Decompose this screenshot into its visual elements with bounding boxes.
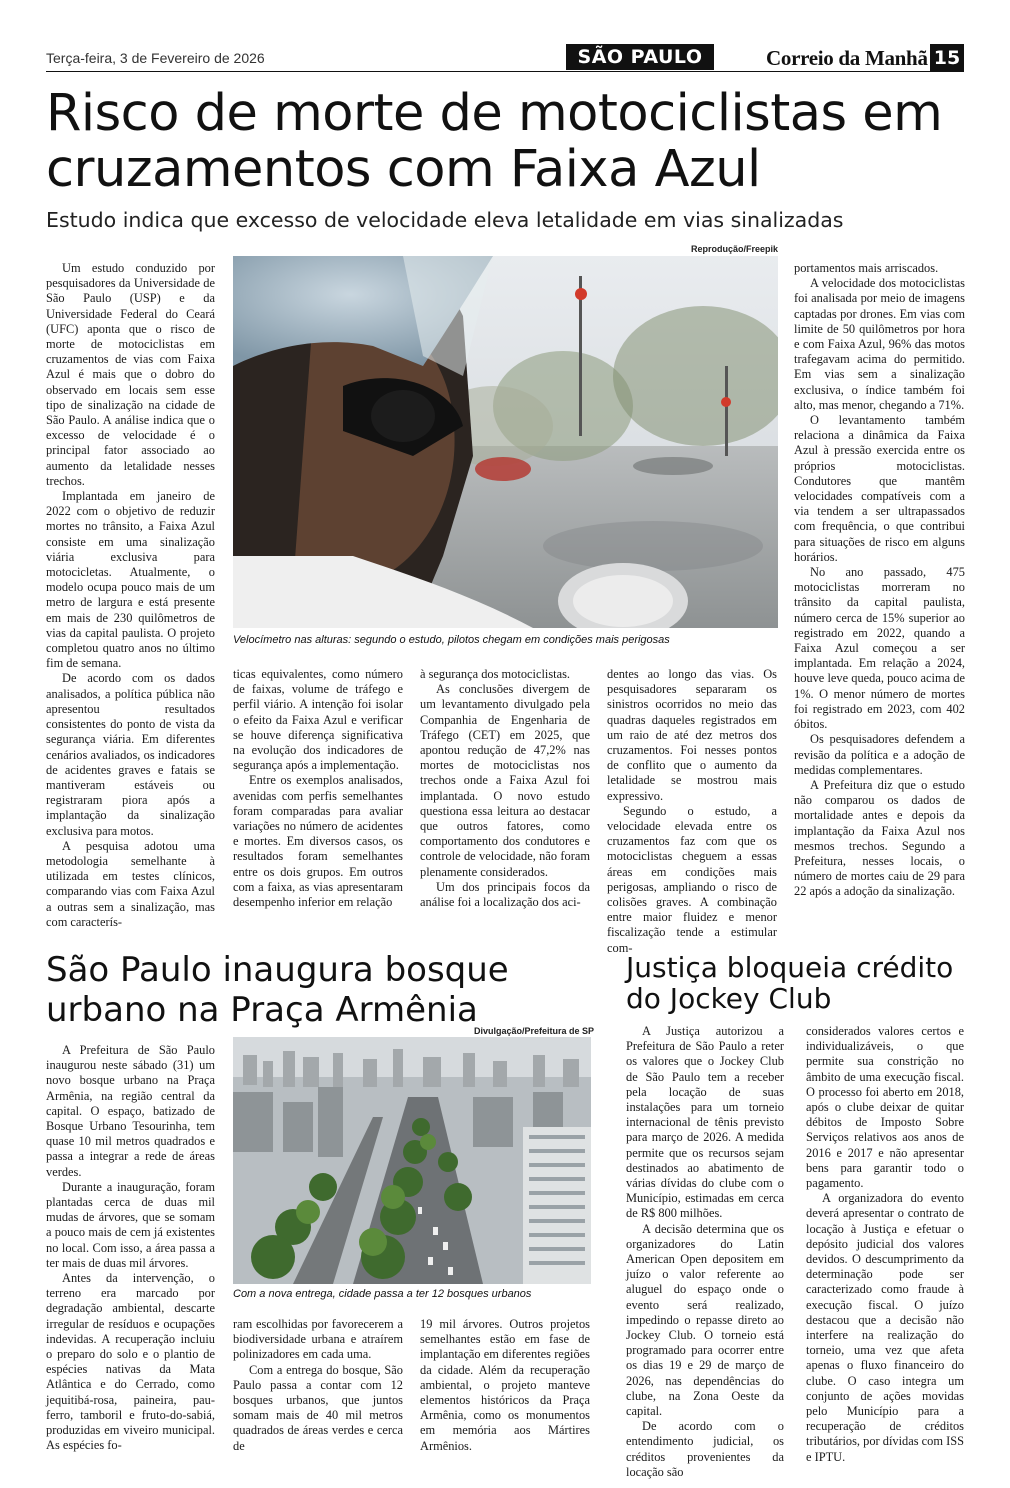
paragraph: A pesquisa adotou uma metodologia semelhante à utilizada em testes clínicos, comparando vias com Faixa Azul a outras sem a sinalização, mas com caracterís- (46, 838, 215, 929)
paragraph: No ano passado, 475 motociclistas morreram no trânsito da capital paulista, número cerca de 15% superior ao registrado em 2022, quando a Faixa Azul começou a ser implantada. Em relação a 2024, houve leve queda, pouco acima de 1%. O menor número de mortes foi registrado em 2023, com 402 óbitos. (794, 565, 965, 732)
main-deck: Estudo indica que excesso de velocidade eleva letalidade em vias sinalizadas (46, 208, 844, 232)
page-date: Terça-feira, 3 de Fevereiro de 2026 (46, 50, 265, 66)
bosque-headline: São Paulo inaugura bosque urbano na Praça Armênia (46, 950, 509, 1030)
main-photo-credit: Reprodução/Freepik (690, 244, 778, 254)
bosque-column-2 (233, 1317, 403, 1454)
paragraph: De acordo com os dados analisados, a política pública não apresentou resultados consistentes do ponto de vista da segurança viária. Em diferentes cenários avaliados, os indicadores de acidentes graves e fatais se mantiveram estáveis ou registraram piora após a implantação da sinalização exclusiva para motos. (46, 671, 215, 838)
paragraph: A organizadora do evento deverá apresentar o contrato de locação à Justiça e efetuar o depósito judicial dos valores devidos. O descumprimento da determinação pode ser caracterizado como fraude à execução fiscal. O juízo destacou que a decisão não interfere na realização do torneio, uma vez que afeta apenas o fluxo financeiro do clube. O caso integra um conjunto de ações movidas pelo Município para a recuperação de créditos tributários, por dívidas com ISS e IPTU. (806, 1191, 964, 1464)
paragraph: A decisão determina que os organizadores do Latin American Open depositem em juízo o valor referente ao aluguel do espaço onde o evento será realizado, impedindo o repasse direto ao Jockey Club. O torneio está programado para ocorrer entre os dias 19 e 29 de março de 2026, nas dependências do clube, na Zona Oeste da capital. (626, 1221, 784, 1419)
header-rule (46, 71, 964, 72)
bosque-photo-credit: Divulgação/Prefeitura de SP (473, 1026, 594, 1036)
main-column-1 (46, 261, 215, 930)
paragraph: Com a entrega do bosque, São Paulo passa a contar com 12 bosques urbanos, que juntos somam mais de 40 mil metros quadrados de áreas verdes e cerca de (233, 1362, 403, 1453)
paragraph: A Justiça autorizou a Prefeitura de São Paulo a reter os valores que o Jockey Club de São Paulo tem a receber pela locação de suas instalações para um torneio internacional de tênis previsto para março de 2026. A medida permite que os recursos sejam destinados ao abatimento de várias dívidas do clube com o Município, estimadas em cerca de R$ 800 milhões. (626, 1024, 784, 1221)
paragraph: à segurança dos motociclistas. (420, 667, 571, 681)
jockey-column-1 (626, 1024, 784, 1480)
paragraph: Um estudo conduzido por pesquisadores da Universidade de São Paulo (USP) e da Universidade Federal do Ceará (UFC) aponta que o risco de morte de motociclistas em cruzamentos de vias com Faixa Azul é mais que o dobro do observado em locais sem esse tipo de sinalização na cidade de São Paulo. A análise indica que o excesso de velocidade é o principal fator associado ao aumento da letalidade nesses trechos. (46, 261, 215, 488)
jockey-column-2 (806, 1024, 964, 1465)
bosque-photo-caption: Com a nova entrega, cidade passa a ter 12 bosques urbanos (233, 1288, 532, 1300)
paragraph: Durante a inauguração, foram plantadas cerca de duas mil mudas de árvores, que se somam a pouco mais de cem já existentes no local. Com isso, a área passa a ter mais de duas mil árvores. (46, 1179, 215, 1270)
paragraph: ticas equivalentes, como número de faixas, volume de tráfego e perfil viário. A intenção foi isolar o efeito da Faixa Azul e verificar se houve diferença significativa na evolução dos indicadores de segurança após a implementação. (233, 667, 403, 773)
paragraph: Segundo o estudo, a velocidade elevada entre os cruzamentos faz com que os motociclistas cheguem a essas áreas em condições mais perigosas, ampliando o risco de colisões graves. A combinação entre maior fluidez e menor fiscalização tende a estimular com- (607, 803, 777, 955)
paragraph: A velocidade dos motociclistas foi analisada por meio de imagens captadas por drones. Em vias com limite de 50 quilômetros por hora e com Faixa Azul, 96% das motos trafegavam acima do permitido. Em vias sem a sinalização exclusiva, o índice também foi alto, mas menor, chegando a 71%. (794, 276, 965, 412)
paragraph: O levantamento também relaciona a dinâmica da Faixa Azul à pressão exercida entre os próprios motociclistas. Condutores que mantêm velocidades compatíveis com a via tendem a ser ultrapassados com frequência, o que contribui para situações de risco em alguns horários. (794, 413, 965, 564)
page-number: 15 (930, 44, 964, 72)
paragraph: A Prefeitura diz que o estudo não comparou os dados de mortalidade antes e depois da implantação da Faixa Azul nos mesmos trechos. Segundo a Prefeitura, nesses locais, o número de mortes caiu de 29 para 22 após a adoção da sinalização. (794, 777, 965, 899)
bosque-column-1 (46, 1043, 215, 1453)
newspaper-logo: Correio da Manhã (766, 46, 928, 70)
main-column-3 (420, 667, 590, 910)
paragraph: dentes ao longo das vias. Os pesquisadores separaram os sinistros ocorridos no meio das quadras daqueles registrados em um raio de até dez metros dos cruzamentos. Foi nesses pontos de conflito que o aumento da letalidade se mostrou mais expressivo. (607, 667, 777, 803)
jockey-headline: Justiça bloqueia crédito do Jockey Club (626, 951, 954, 1015)
main-column-2 (233, 667, 403, 910)
paragraph: Os pesquisadores defendem a revisão da política e a adoção de medidas complementares. (794, 732, 965, 777)
paragraph: ram escolhidas por favorecerem a biodiversidade urbana e atraírem polinizadores em cada uma. (233, 1317, 403, 1362)
aerial-city-photo-illustration (233, 1037, 591, 1284)
motorcyclist-photo-illustration (233, 256, 778, 628)
paragraph: Implantada em janeiro de 2022 com o objetivo de reduzir mortes no trânsito, a Faixa Azul consiste em uma sinalização viária exclusiva para motocicletas. Atualmente, o modelo ocupa pouco mais de um metro de largura e está presente em mais de 230 quilômetros de vias da capital paulista. O projeto completou quatro anos no último fim de semana. (46, 489, 215, 671)
main-column-4 (607, 667, 777, 956)
bosque-photo (233, 1037, 591, 1284)
main-photo-caption: Velocímetro nas alturas: segundo o estudo, pilotos chegam em condições mais perigosas (233, 634, 670, 646)
main-column-5 (794, 261, 965, 900)
paragraph: Antes da intervenção, o terreno era marcado por degradação ambiental, descarte irregular de resíduos e ocupações indevidas. A recuperação incluiu o preparo do solo e o plantio de espécies nativas da Mata Atlântica e do Cerrado, como jequitibá-rosa, paineira, pau-ferro, tamboril e fruto-do-sabiá, produzidas em viveiro municipal. As espécies fo- (46, 1271, 215, 1453)
section-tag: SÃO PAULO (566, 44, 714, 70)
paragraph: Um dos principais focos da análise foi a localização dos aci- (420, 879, 590, 910)
paragraph: portamentos mais arriscados. (794, 261, 939, 275)
paragraph: De acordo com o entendimento judicial, os créditos provenientes da locação são (626, 1419, 784, 1479)
main-photo (233, 256, 778, 628)
main-headline: Risco de morte de motociclistas em cruzamentos com Faixa Azul (46, 84, 943, 199)
paragraph: considerados valores certos e individualizáveis, o que permite sua constrição no âmbito de uma execução fiscal. O processo foi aberto em 2018, após o clube deixar de quitar débitos de Imposto Sobre Serviços relativos aos anos de 2016 e 2017 e não apresentar bens para garantir todo o pagamento. (806, 1024, 964, 1191)
paragraph: Entre os exemplos analisados, avenidas com perfis semelhantes foram comparadas para avaliar variações no número de acidentes e mortes. Em diversos casos, os resultados foram semelhantes entre os dois grupos. Em outros com a faixa, as vias apresentaram desempenho inferior em relação (233, 773, 403, 910)
paragraph: 19 mil árvores. Outros projetos semelhantes estão em fase de implantação em diferentes regiões da cidade. Além da recuperação ambiental, o projeto manteve elementos históricos da Praça Armênia, como os monumentos em memória aos Mártires Armênios. (420, 1317, 590, 1453)
paragraph: As conclusões divergem de um levantamento divulgado pela Companhia de Engenharia de Tráfego (CET) em 2025, que apontou redução de 47,2% nas mortes de motociclistas nos trechos onde a Faixa Azul foi implantada. O novo estudo questiona essa leitura ao destacar que outros fatores, como comportamento dos condutores e controle de velocidade, não foram plenamente considerados. (420, 682, 590, 879)
paragraph: A Prefeitura de São Paulo inaugurou neste sábado (31) um novo bosque urbano na Praça Armênia, na região central da capital. O espaço, batizado de Bosque Urbano Tesourinha, tem quase 10 mil metros quadrados e passa a integrar a rede de áreas verdes. (46, 1043, 215, 1179)
bosque-column-3 (420, 1317, 590, 1454)
